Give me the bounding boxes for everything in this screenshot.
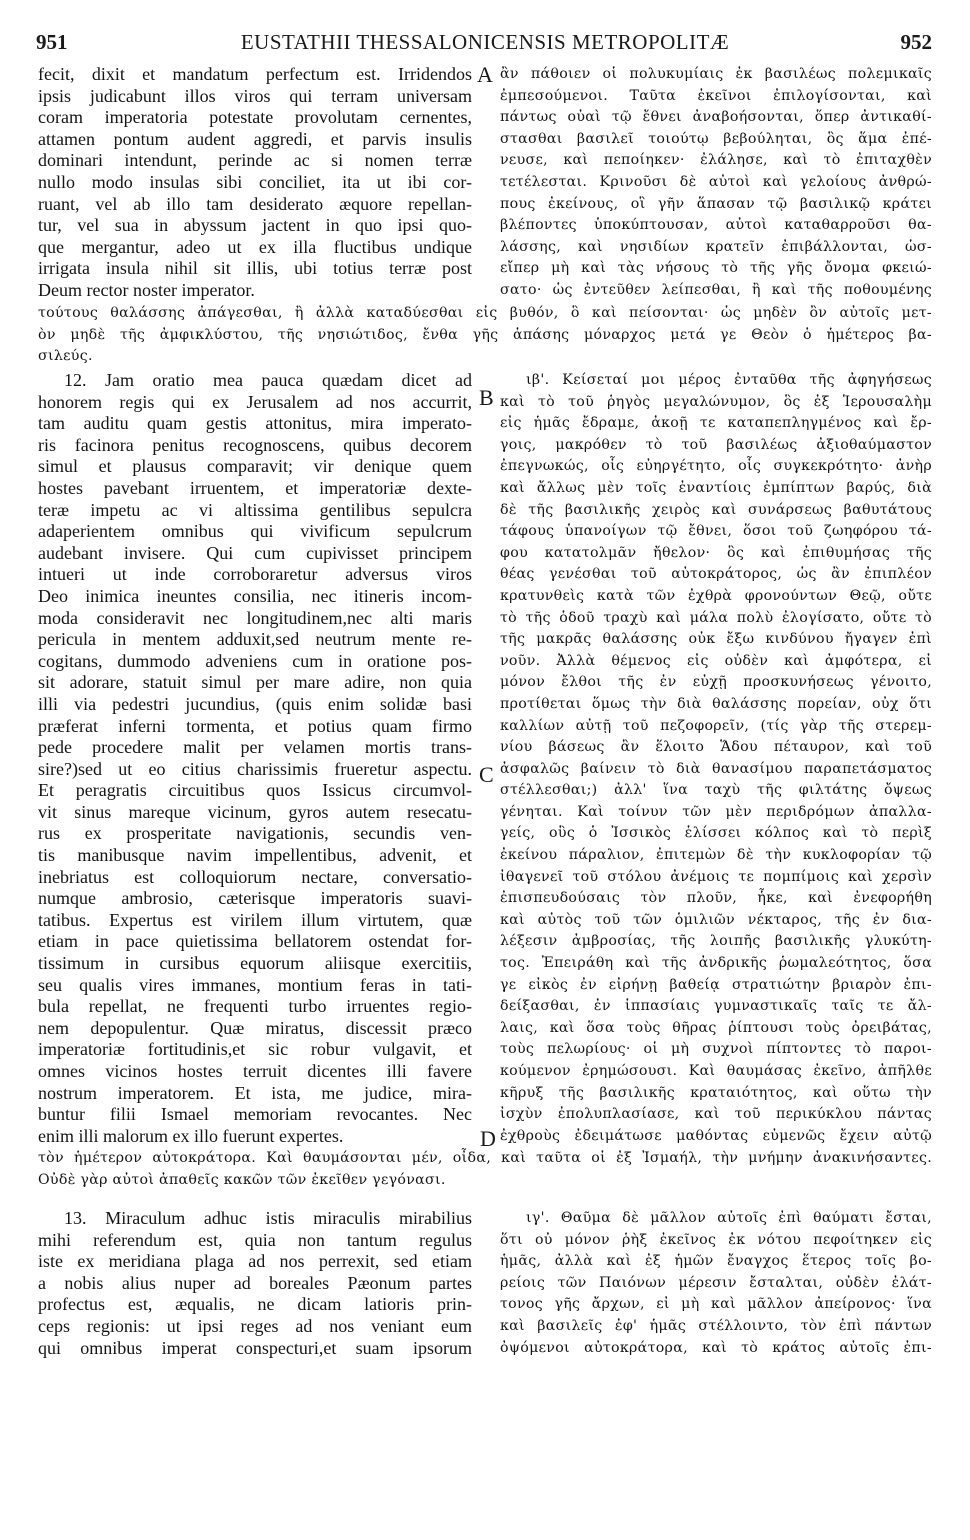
text-line: profectus est, æqualis, ne dicam latioris prin- [38, 1294, 472, 1315]
text-line: Et peragratis circuitibus quos Issicus circumvol- [38, 780, 472, 801]
text-line: bula repellat, ne frequenti turbo irruentes regio- [38, 996, 472, 1017]
text-line: νίου βάσεως ἂν ἕλοιτο Ἅδου πέταυρον, καὶ τοῦ [500, 739, 932, 756]
text-line: 12. Jam oratio mea pauca quædam dicet ad [64, 370, 472, 390]
text-line: γένηται. Καὶ τοίνυν τῶν μὲν περιδρόμων ἀπαλλα- [500, 803, 932, 820]
text-line: moda consideravit nec longitudinem,nec alti maris [38, 607, 472, 628]
text-line: πάντως οὐαὶ τῷ ἔθνει ἀναβοήσονται, ὅπερ ἀντικαθί- [500, 109, 932, 126]
text-line: ἐμπεσούμενοι. Ταῦτα ἐκεῖνοι ἐπιλογίσονται, καὶ [500, 87, 932, 104]
greek-column-section-13 [500, 1208, 932, 1359]
text-line: seu qualis vires immanes, montium feras in tati- [38, 974, 472, 995]
text-line: ἐπισπευδούσαις τὸν πλοῦν, ἧκε, καὶ ἐνεφορήθη [500, 890, 932, 907]
text-line: sire?)sed ut eo citius charissimis frueretur aspectu. [38, 758, 472, 779]
text-line: mihi referendum est, quia non tantum regulus [38, 1229, 472, 1250]
page-number-left: 951 [36, 30, 68, 54]
text-line: que mergantur, adeo ut ex illa fluctibus undique [38, 236, 472, 257]
text-line: ἐπεγνωκώς, οἷς εὐηργέτητο, οἷς συγκεκρότητο· ἀνὴρ [500, 458, 932, 475]
text-line: Deo inimica ineuntes consilia, nec itineris incom- [38, 585, 472, 606]
text-line: κρατυνθεὶς κατὰ τῶν ἐχθρὰ φρονούντων Θεῷ, οὔτε [500, 587, 932, 604]
text-line: ἂν πάθοιεν οἱ πολυκυμίαις ἐκ βασιλέως πολεμικαῖς [500, 66, 932, 82]
text-line: ὸν μηδὲ τῆς ἀμφικλύστου, τῆς νησιώτιδος, ἔνθα γῆς ἁπάσης μόναρχος μετά γε Θεὸν ὁ ἡμέτερος βα- [38, 326, 932, 343]
text-line: ὅτι οὐ μόνον ῥὴξ ἐκεῖνος ἐκ νότου πεφοίτηκεν εἰς [500, 1231, 932, 1248]
text-line: προτίθεται ὅμως τὴν διὰ θαλάσσης πορείαν, οὐχ ὅτι [500, 695, 932, 712]
text-line: τος. Ἐπειράθη καὶ τῆς ἀνδρικῆς ῥωμαλεότητος, ὅσα [500, 955, 932, 972]
text-line: εἴπερ μὴ καὶ τὰς νήσους τὸ τῆς γῆς ὄνομα φκειώ- [500, 260, 932, 277]
text-line: Οὐδὲ γὰρ αὐτοὶ ἀπαθεῖς κακῶν τῶν ἐκεῖθεν γεγόνασι. [38, 1171, 446, 1188]
text-line: numque ambrosio, cæterisque imperatoris suavi- [38, 888, 472, 909]
text-line: καὶ αὐτὸς τοῦ τῶν ὁμιλιῶν νέκταρος, τῆς ἐν δια- [500, 911, 932, 928]
text-line: ἰθαγενεῖ τοῦ στόλου ἀνέμοις τε πομπίμοις καὶ χερσὶν [500, 868, 932, 885]
text-line: nostrum imperatorem. Et ista, me judice, mira- [38, 1082, 472, 1103]
text-line: στασθαι βασιλεῖ τοιούτῳ βεβούληται, ὃς ἅμα ἐπέ- [500, 130, 932, 147]
text-line: τετέλεσται. Κρινοῦσι δὲ αὐτοὶ καὶ γελοίους ἀνθρώ- [500, 173, 932, 190]
text-line: tissimum in cursibus equorum aliisque exercitiis, [38, 953, 472, 974]
text-line: rus ex prosperitate navigationis, secundis ven- [38, 823, 472, 844]
greek-column-section-12 [500, 370, 932, 1147]
text-line: καὶ ἄλλως μὲν τοῖς ἐναντίοις ἐμπίπτων βαρύς, διὰ [500, 479, 932, 496]
text-line: ὀψόμενοι αὐτοκράτορα, καὶ τὸ κράτος αὐτοῖς ἐπι- [500, 1339, 932, 1356]
text-line: γε εἰκὸς ἐν εἰρήνῃ βαθείᾳ στρατιώτην βριαρὸν ἐπι- [500, 976, 932, 993]
text-line: tam auditu quam gestis attonitus, mira imperato- [38, 413, 472, 434]
text-line: nem depopulentur. Quæ miratus, discessit præco [38, 1017, 472, 1038]
text-line: pericula in mentem adduxit,sed neutrum mente re- [38, 629, 472, 650]
text-line: cogitans, dummodo adveniens cum in oratione pos- [38, 650, 472, 671]
text-line: εἰς ἡμᾶς ἔδραμε, ἀκοῇ τε καταπεπληγμένος καὶ ἔρ- [500, 415, 932, 432]
text-line: νευσε, καὶ πεποίηκεν· ἐλάλησε, καὶ τὸ ἐπιταχθὲν [500, 152, 932, 169]
text-line: κούμενον ἐρημώσουσι. Καὶ θαυμάσας ἐκεῖνο, ἀπῆλθε [500, 1063, 932, 1079]
text-line: στέλλεσθαι;) ἀλλ' ἵνα ταχὺ τῆς φιλτάτης ὄψεως [500, 782, 932, 799]
text-line: ἰσχὺν ἐπολυπλασίασε, καὶ τοῦ περικύκλου πάντας [500, 1106, 932, 1123]
text-line: dominari intendunt, perinde ac si nomen terræ [38, 150, 472, 171]
text-line: λάσσης, καὶ νησιδίων κρατεῖν ἐπιβάλλονται, ὡσ- [500, 238, 932, 255]
text-line: μόνον ἔλθοι τῆς ἐν εὐχῇ προσκυνήσεως γένοιτο, [500, 674, 932, 691]
text-line: σιλεύς. [38, 348, 93, 365]
latin-column-section-12 [38, 370, 472, 1147]
text-line: τὸν ἡμέτερον αὐτοκράτορα. Καὶ θαυμάσονται μέν, οἶδα, καὶ ταῦτα οἱ ἐξ Ἰσμαήλ, τὴν μνήμην ἀνακινήσαντες. [38, 1150, 932, 1166]
text-line: adaperientem omnibus qui vivificum sepulcrum [38, 521, 472, 542]
text-line: simul et plausus comparavit; vir denique quem [38, 456, 472, 477]
text-line: enim illi malorum ex illo fuerunt expertes. [38, 1125, 344, 1146]
text-line: illi via pedestri jucundius, (quis enim solidæ basi [38, 693, 472, 714]
text-line: iste ex meridiana plaga ad nos perrexit, sed etiam [38, 1251, 472, 1272]
greek-fullwidth-section-12 [38, 1148, 932, 1191]
text-line: attamen pontum audent aggredi, et parvis insulis [38, 128, 472, 149]
text-line: tur, vel sua in abyssum jactent in quo ipsi quo- [38, 215, 472, 236]
latin-column-section-13 [38, 1208, 472, 1359]
text-line: honorem regis qui ex Jerusalem ad nos accurrit, [38, 391, 472, 412]
text-line: θέας γενέσθαι τοῦ αὐτοκράτορος, ὡς ἂν ἐπιπλέον [500, 566, 932, 583]
text-line: ἀσφαλῶς βαίνειν τὸ διὰ θανασίμου παραπετάσματος [500, 760, 932, 777]
text-line: τοὺς πελωρίους· οἱ μὴ συχνοὶ πίπτοντες τὸ παροι- [500, 1041, 932, 1058]
text-line: ιγ'. Θαῦμα δὲ μᾶλλον αὐτοῖς ἐπὶ θαύματι ἔσται, [526, 1210, 932, 1226]
text-line: δείξασθαι, ἐν ἱππασίαις γυμναστικαῖς ταῖς τε ἄλ- [500, 998, 932, 1015]
text-line: imperatoriæ fortitudinis,et sic robur vulgavit, et [38, 1039, 472, 1060]
text-line: πους ἐκείνους, οἳ γῆν ἅπασαν τῷ βασιλικῷ κράτει [500, 195, 932, 212]
text-line: λαις, καὶ ὅσα τοὺς θῆρας ῥίπτουσι τοὺς ὀρειβάτας, [500, 1019, 932, 1036]
text-line: γείς, οὓς ὁ Ἰσσικὸς ἑλίσσει κόλπος καὶ τὸ περὶξ [500, 825, 932, 842]
text-line: hostes pavebant irruentem, et imperatoriæ dexte- [38, 477, 472, 498]
text-line: ἐχθροὺς ἐδειμάτωσε μαθόντας εὐμενῶς ἔχειν αὐτῷ [500, 1127, 932, 1144]
text-line: νοῦν. Ἀλλὰ θέμενος εἰς οὐδὲν καὶ ἀμφότερα, εἰ [500, 652, 932, 669]
latin-column-section-1 [38, 64, 472, 302]
text-line: τάφους ὑπανοίγων τῷ ἔθνει, ὅσοι τοῦ ζωηφόρου τά- [500, 523, 932, 540]
text-line: tatibus. Expertus est virilem illum virtutem, quæ [38, 909, 472, 930]
text-line: βλέποντες ὑποκύπτουσαν, αὐτοὶ καταθαρροῦσι θα- [500, 217, 932, 234]
text-line: irrigata insula nihil sit illis, ubi totius terræ post [38, 258, 472, 279]
running-title: EUSTATHII THESSALONICENSIS METROPOLITÆ [240, 30, 730, 54]
text-line: ρείοις τῶν Παιόνων μέρεσιν ἔσταλται, οὐδὲν ἐλάτ- [500, 1274, 932, 1291]
running-header [0, 30, 970, 58]
text-line: intueri ut inde corroboraretur adversus viros [38, 564, 472, 585]
text-line: ἐκείνου πάραλιον, ἐπιτεμὼν δὲ τὴν κυκλοφορίαν τῷ [500, 847, 932, 864]
text-line: qui omnibus imperat conspecturi,et suam ipsorum [38, 1337, 472, 1358]
text-line: fecit, dixit et mandatum perfectum est. Irridendos [38, 64, 472, 84]
text-line: ris facinora penitus recognoscens, quibus decorem [38, 434, 472, 455]
text-line: τῆς μακρᾶς θαλάσσης οὐκ ἔξω κινδύνου ἤγαγεν ἐπὶ [500, 631, 932, 648]
margin-marker-c: C [479, 762, 494, 787]
text-line: δὲ τῆς βασιλικῆς χειρὸς καὶ συνάρσεως βαθυτάτους [500, 501, 932, 518]
text-line: καὶ βασιλεῖς ἐφ' ἡμᾶς στέλλοιντο, τὸν ἐπὶ πάντων [500, 1317, 932, 1334]
margin-marker-a: A [477, 62, 493, 87]
text-line: pede procedere malit per velamen mortis trans- [38, 737, 472, 758]
text-line: coram imperatoria potestate provolutam cernentes, [38, 107, 472, 128]
text-line: vit sinus mareque vicinum, gyros autem resecatu- [38, 801, 472, 822]
text-line: 13. Miraculum adhuc istis miraculis mirabilius [64, 1208, 472, 1228]
margin-marker-d: D [480, 1126, 496, 1151]
text-line: ιβ'. Κείσεταί μοι μέρος ἐνταῦθα τῆς ἀφηγήσεως [526, 372, 932, 388]
greek-fullwidth-section-1 [38, 303, 932, 368]
text-line: καὶ τὸ τοῦ ῥηγὸς μεγαλώνυμον, ὃς ἐξ Ἱερουσαλὴμ [500, 393, 932, 410]
text-line: etiam in pace quietissima bellatorem ostendat for- [38, 931, 472, 952]
text-line: ἡμᾶς, ἀλλὰ καὶ ἐξ ἡμῶν ἔναγχος ἕτερος τοῖς βο- [500, 1253, 932, 1270]
text-line: præferat inferni tormenta, et potius quam firmo [38, 715, 472, 736]
text-line: audebant invisere. Qui cum cupivisset principem [38, 542, 472, 563]
text-line: σατο· ὡς ἐντεῦθεν λείπεσθαι, ἢ καὶ τῆς ποθουμένης [500, 281, 932, 298]
text-line: λέξεσιν ἀμβροσίας, τῆς λοιπῆς βασιλικῆς γλυκύτη- [500, 933, 932, 950]
text-line: καλλίων αὐτῇ τοῦ πεζοφορεῖν, (τίς γὰρ τῆς στερεμ- [500, 717, 932, 734]
text-line: γοις, μακρόθεν τὸ τοῦ βασιλέως ἀξιοθαύμαστον [500, 436, 932, 453]
text-line: Deum rector noster imperator. [38, 279, 255, 300]
text-line: ruant, vel ab illo tam desiderato æquore repellan- [38, 193, 472, 214]
text-line: sit adorare, statuit simul per mare adire, non quia [38, 672, 472, 693]
text-line: a nobis alius nuper ad boreales Pæonum partes [38, 1272, 472, 1293]
text-line: nullo modo insulas sibi conciliet, ita ut ibi cor- [38, 171, 472, 192]
margin-marker-b: B [479, 385, 494, 410]
text-line: φου κατατολμᾶν ἤθελον· ὃς καὶ ἐπιθυμήσας τῆς [500, 544, 932, 561]
text-line: ceps regionis: ut ipsi reges ad nos veniant eum [38, 1315, 472, 1336]
text-line: omnes vicinos hostes terruit dicentes illi favere [38, 1061, 472, 1081]
text-line: inebriatus est colloquiorum nectare, conversatio- [38, 866, 472, 887]
greek-column-section-1 [500, 64, 932, 302]
text-line: teræ impetu ac vi altissima gentilibus sepulcra [38, 499, 472, 520]
text-line: τὸ τῆς ὁδοῦ τραχὺ καὶ μάλα πολὺ ἐλογίσατο, οὔτε τὸ [500, 609, 932, 626]
text-line: τούτους θαλάσσης ἀπάγεσθαι, ἢ ἀλλὰ καταδύεσθαι εἰς βυθόν, ὃ καὶ πείσονται· ὡς μηδὲν ὂν αὐτοῖς μετ- [38, 305, 932, 321]
page-number-right: 952 [900, 30, 932, 54]
text-line: ipsis judicabunt illos viros qui terram universam [38, 85, 472, 106]
text-line: τονος γῆς ἄρχων, εἰ μὴ καὶ μᾶλλον ἀπείρονος· ἵνα [500, 1296, 932, 1313]
text-line: buntur filii Ismael memoriam revocantes. Nec [38, 1104, 472, 1125]
text-line: tis manibusque navim impellentibus, advenit, et [38, 845, 472, 866]
text-line: κῆρυξ τῆς βασιλικῆς κραταιότητος, καὶ οὕτω τὴν [500, 1084, 932, 1101]
